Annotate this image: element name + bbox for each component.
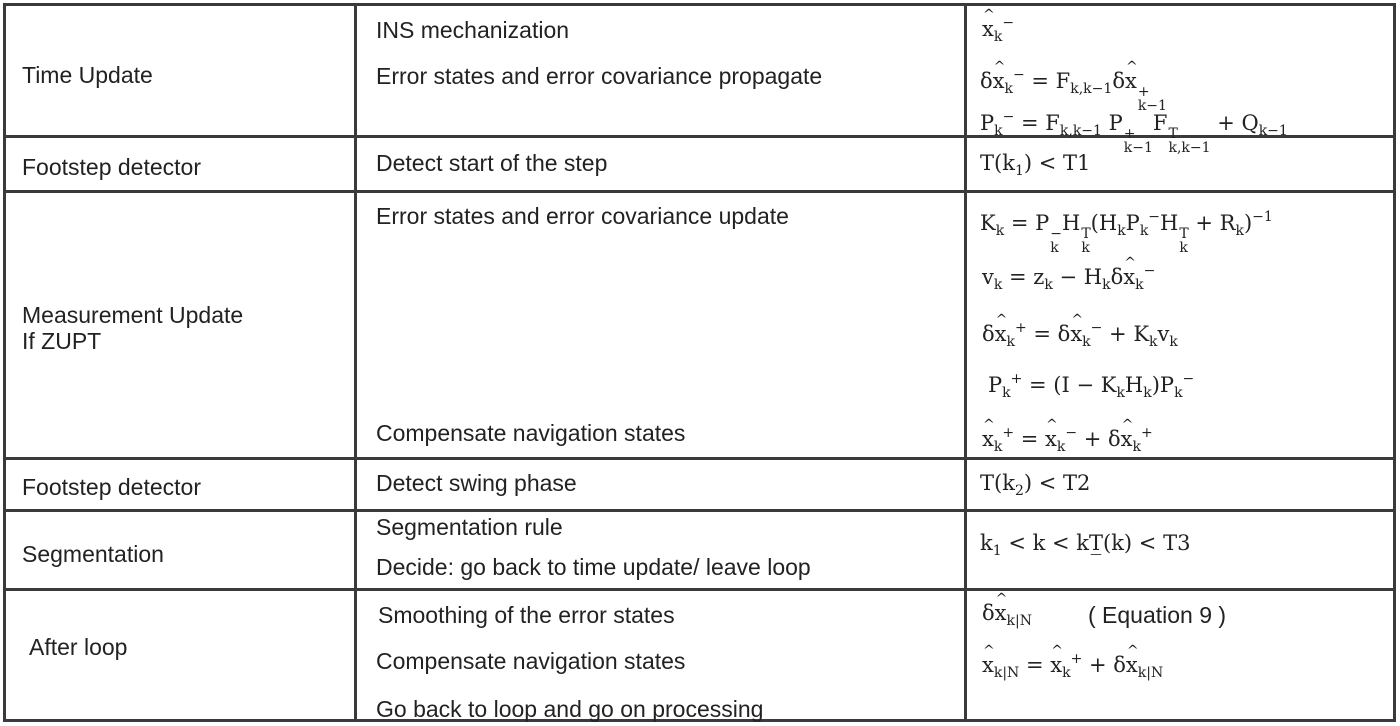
step-error-update: Error states and error covariance update bbox=[376, 203, 789, 229]
step-segmentation-rule: Segmentation rule bbox=[376, 514, 563, 540]
stage-if-zupt: If ZUPT bbox=[22, 328, 102, 354]
step-go-back: Go back to loop and go on processing bbox=[376, 696, 764, 722]
equation-segmentation: $k_1 < k$ < kT̲(k) < T3 bbox=[980, 531, 1191, 559]
step-compensate-nav-1: Compensate navigation states bbox=[376, 420, 686, 446]
equation-covariance-propagate: $P_k^- = F_{k,k-1}$ P + k−1 F T k,k−1 + $Q_{k-1}$ bbox=[980, 109, 1288, 156]
equation-smoothed-error: δ^ $x_{k|N}$ bbox=[982, 600, 1032, 634]
step-smoothing: Smoothing of the error states bbox=[378, 602, 675, 628]
step-ins-mechanization: INS mechanization bbox=[376, 17, 570, 43]
equation-note: ( Equation 9 ) bbox=[1088, 602, 1227, 628]
row-divider bbox=[6, 190, 1393, 193]
equation-swing: $T(k_2) < T2$ bbox=[980, 471, 1091, 499]
stage-segmentation: Segmentation bbox=[22, 541, 164, 567]
equation-innovation: $v_k = z_k$ − $H_k\delta\^{}$ $x_k^-$ bbox=[982, 258, 1155, 298]
row-divider bbox=[6, 457, 1393, 460]
step-detect-start: Detect start of the step bbox=[376, 150, 608, 176]
row-divider bbox=[6, 509, 1393, 512]
equation-state-prior: ^ $x_k^-$ bbox=[982, 10, 1014, 50]
equation-step-start: $T(k_1) < T1$ bbox=[980, 151, 1091, 179]
stage-time-update: Time Update bbox=[22, 62, 153, 88]
step-decide: Decide: go back to time update/ leave loop bbox=[376, 554, 811, 580]
equation-state-correct: ^ $x_k^+$ = ^ $x_k^-$ + δ^ $x_k^+$ bbox=[982, 420, 1153, 460]
column-divider bbox=[964, 6, 967, 719]
step-error-propagate: Error states and error covariance propagate bbox=[376, 63, 823, 89]
equation-error-state-propagate: δ^ $x_k^-$ = $F_{k,k-1}\delta\^{}$ x + k−1 bbox=[980, 62, 1167, 113]
row-divider bbox=[6, 588, 1393, 591]
column-divider bbox=[354, 6, 357, 719]
equation-kalman-gain: $K_k = P$ − k H T k ($H_kP_k^-H$ T k + $R_k)^{-1}$ bbox=[980, 209, 1273, 256]
step-compensate-nav-2: Compensate navigation states bbox=[376, 648, 686, 674]
equation-error-state-update: δ^ $x_k^+$ = δ^ $x_k^- + K_kv_k$ bbox=[982, 315, 1178, 355]
stage-footstep-detector-1: Footstep detector bbox=[22, 154, 201, 180]
stage-measurement-update: Measurement Update bbox=[22, 302, 244, 328]
step-detect-swing: Detect swing phase bbox=[376, 470, 577, 496]
equation-smoothed-state: ^ $x_{k|N}$ = ^ $x_k^+$ + δ^ $x_{k|N}$ bbox=[982, 646, 1163, 686]
stage-after-loop: After loop bbox=[29, 634, 128, 660]
stage-footstep-detector-2: Footstep detector bbox=[22, 474, 201, 500]
equation-covariance-update: $P_k^+ = (I - K_kH_k)P_k^-$ bbox=[988, 371, 1195, 401]
